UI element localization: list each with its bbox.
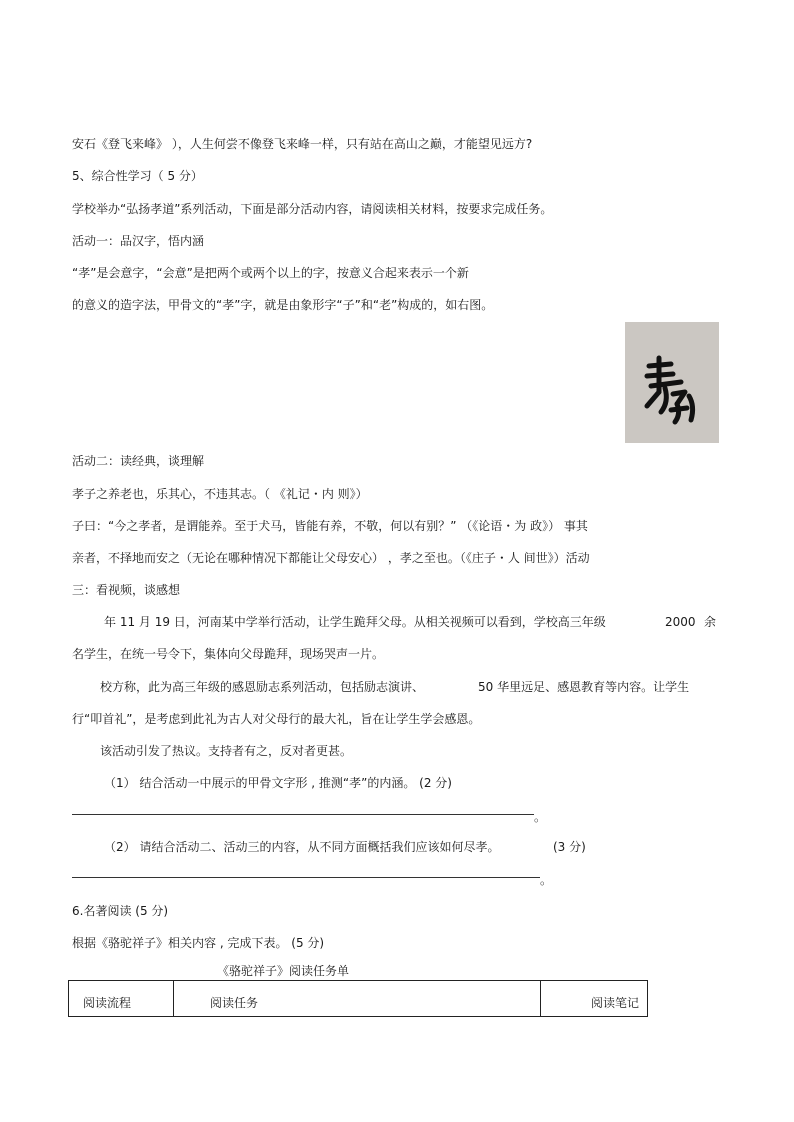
answer-line-1[interactable] [72,814,534,815]
sub-question-2-score: (3 分) [553,840,586,854]
question-5-title: 5、综合性学习（ 5 分） [72,169,203,183]
activity-2-title: 活动二：读经典，谈理解 [72,454,205,468]
answer-line-1-period: 。 [534,810,547,824]
sub-question-2: （2） 请结合活动二、活动三的内容，从不同方面概括我们应该如何尽孝。 [104,840,500,854]
answer-line-2-period: 。 [540,873,553,887]
activity-3-para-5: 该活动引发了热议。支持者有之，反对者更甚。 [100,744,353,758]
question-6-title: 6.名著阅读 (5 分) [72,904,169,918]
sub-question-1: （1） 结合活动一中展示的甲骨文字形 , 推测“孝”的内涵。 (2 分) [104,776,452,790]
table-header-notes: 阅读笔记 [541,981,648,1017]
question-6-intro: 根据《骆驼祥子》相关内容 , 完成下表。 (5 分) [72,936,325,950]
table-header-row [69,981,648,1017]
activity-3-para-1-end: 余 [704,615,717,629]
activity-3-para-1 [104,614,606,630]
table-caption: 《骆驼祥子》阅读任务单 [217,964,350,978]
activity-1-para-1: “孝”是会意字，“会意”是把两个或两个以上的字，按意义合起来表示一个新 [72,266,469,280]
table-header-task: 阅读任务 [174,981,541,1017]
oracle-bone-xiao-image [625,322,719,443]
oracle-bone-glyph-icon [625,322,719,443]
activity-2-quote-1: 孝子之养老也，乐其心，不违其志。（ 《礼记・内 则》） [72,487,368,501]
table-header-process: 阅读流程 [69,981,174,1017]
activity-3-para-3-a: 校方称，此为高三年级的感恩励志系列活动，包括励志演讲、 [100,680,425,694]
activity-2-quote-3: 亲者，不择地而安之（无论在哪种情况下都能让父母安心） ，孝之至也。（《庄子・人 间世》）活动 [72,551,590,565]
activity-3-para-2: 名学生，在统一号令下，集体向父母跪拜，现场哭声一片。 [72,647,385,661]
activity-3-para-1-number: 2000 [665,615,696,629]
reading-task-table [68,980,648,1017]
activity-1-para-2: 的意义的造字法，甲骨文的“孝”字，就是由象形字“子”和“老”构成的，如右图。 [72,298,494,312]
activity-3-para-4: 行“叩首礼”，是考虑到此礼为古人对父母行的最大礼，旨在让学生学会感恩。 [72,712,481,726]
activity-2-quote-2: 子曰：“今之孝者，是谓能养。至于犬马，皆能有养，不敬，何以有别？” （《论语・为 政》） 事其 [72,519,588,533]
text-line-1: 安石《登飞来峰》 ），人生何尝不像登飞来峰一样，只有站在高山之巅，才能望见远方? [72,137,533,151]
intro-paragraph: 学校举办“弘扬孝道”系列活动，下面是部分活动内容，请阅读相关材料，按要求完成任务。 [72,202,553,216]
activity-3-para-1-a: 年 11 月 19 日，河南某中学举行活动，让学生跪拜父母。从相关视频可以看到，学校高三年级 [104,615,606,629]
answer-line-2[interactable] [72,877,540,878]
activity-1-title: 活动一：品汉字，悟内涵 [72,234,205,248]
activity-3-title: 三：看视频，谈感想 [72,583,181,597]
activity-3-para-3-b: 50 华里远足、感恩教育等内容。让学生 [478,680,690,694]
